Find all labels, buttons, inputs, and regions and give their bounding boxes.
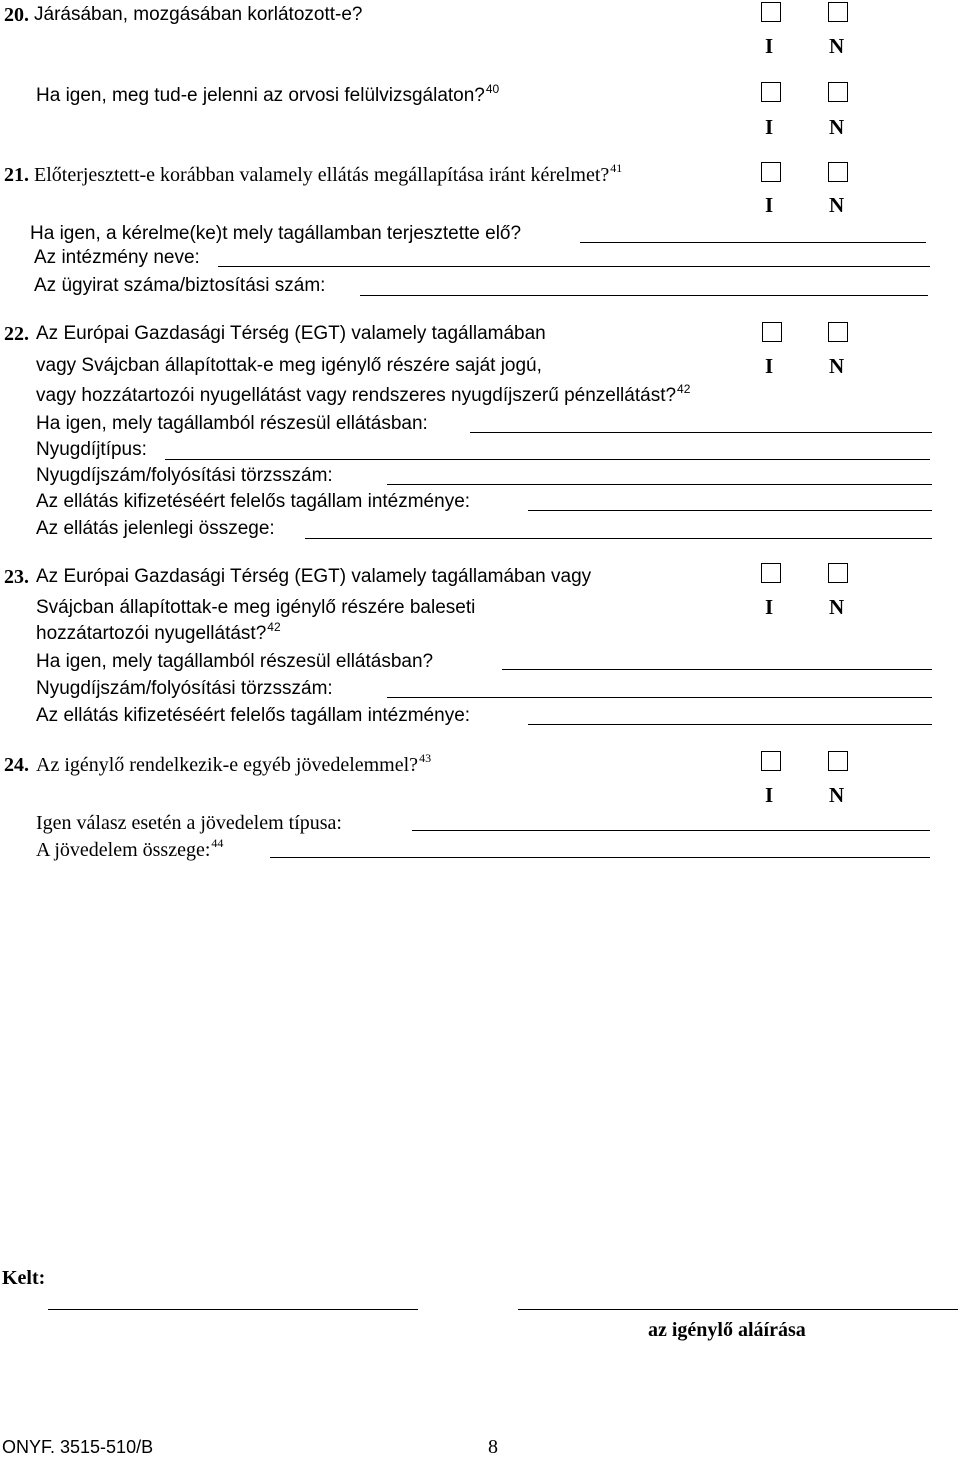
q23-yes-label: I: [765, 595, 774, 619]
q20-yes-label: I: [765, 34, 774, 58]
q20-sub-yes-checkbox[interactable]: [761, 82, 781, 102]
date-place-field[interactable]: [48, 1309, 418, 1310]
q22-institution-field[interactable]: [528, 510, 932, 511]
q23-line-3: hozzátartozói nyugellátást?$^{42}$: [36, 620, 281, 644]
q21-institution-field[interactable]: [218, 266, 930, 267]
footnote-ref-41: 41: [610, 161, 623, 175]
footnote-ref-43: 43: [419, 751, 432, 765]
q22-institution-label: Az ellátás kifizetéséért felelős tagállam intézménye:: [36, 491, 471, 512]
q21-case-number-label: Az ügyirat száma/biztosítási szám:: [34, 275, 326, 296]
q22-line-2: vagy Svájcban állapítottak-e meg igénylő részére saját jogú,: [36, 355, 542, 376]
q21-institution-label: Az intézmény neve:: [34, 247, 200, 268]
q23-pension-number-field[interactable]: [387, 697, 932, 698]
q24-income-type-field[interactable]: [412, 830, 930, 831]
q20-no-label: N: [829, 34, 845, 58]
q21-member-state-label: Ha igen, a kérelme(ke)t mely tagállamban terjesztette elő?: [30, 223, 522, 244]
q24-income-amount-field[interactable]: [270, 857, 930, 858]
q20-yes-checkbox[interactable]: [761, 2, 781, 22]
q23-line-1: Az Európai Gazdasági Térség (EGT) valamely tagállamában vagy: [36, 566, 592, 587]
page-number: 8: [488, 1436, 498, 1458]
q22-number: 22.: [4, 323, 29, 345]
signature-label: az igénylő aláírása: [648, 1319, 806, 1341]
q20-sub-no-checkbox[interactable]: [828, 82, 848, 102]
q21-case-number-field[interactable]: [360, 295, 928, 296]
q23-member-state-field[interactable]: [502, 669, 932, 670]
q21-yes-checkbox[interactable]: [761, 162, 781, 182]
q20-text: Járásában, mozgásában korlátozott-e?: [34, 4, 363, 25]
q20-sub-question: Ha igen, meg tud-e jelenni az orvosi felülvizsgálaton?$^{40}$: [36, 82, 500, 106]
q22-pension-number-field[interactable]: [387, 484, 932, 485]
q22-line-1: Az Európai Gazdasági Térség (EGT) valamely tagállamában: [36, 323, 546, 344]
q20-sub-yes-label: I: [765, 115, 774, 139]
q23-member-state-label: Ha igen, mely tagállamból részesül ellátásban?: [36, 651, 434, 672]
q22-yes-label: I: [765, 354, 774, 378]
q24-income-type-label: Igen válasz esetén a jövedelem típusa:: [36, 812, 342, 834]
form-code: ONYF. 3515-510/B: [2, 1437, 154, 1457]
q21-number: 21.: [4, 164, 29, 186]
q21-no-checkbox[interactable]: [828, 162, 848, 182]
signature-field[interactable]: [518, 1309, 958, 1310]
q21-text: Előterjesztett-e korábban valamely ellátás megállapítása iránt kérelmet?$^{41}$: [34, 161, 623, 186]
footnote-ref-42: 42: [677, 382, 691, 396]
q22-pension-type-field[interactable]: [165, 459, 930, 460]
q22-line-3: vagy hozzátartozói nyugellátást vagy rendszeres nyugdíjszerű pénzellátást?$^{42}$: [36, 382, 691, 406]
q21-yes-label: I: [765, 193, 774, 217]
q23-line-2: Svájcban állapítottak-e meg igénylő részére baleseti: [36, 597, 476, 618]
q24-yes-checkbox[interactable]: [761, 751, 781, 771]
q22-yes-checkbox[interactable]: [762, 322, 782, 342]
kelt-label: Kelt:: [2, 1267, 46, 1289]
q24-income-amount-label: A jövedelem összege:$^{44}$: [36, 836, 224, 861]
q23-institution-label: Az ellátás kifizetéséért felelős tagállam intézménye:: [36, 705, 471, 726]
q22-amount-label: Az ellátás jelenlegi összege:: [36, 518, 275, 539]
footnote-ref-42b: 42: [267, 620, 281, 634]
q22-pension-type-label: Nyugdíjtípus:: [36, 439, 147, 460]
q24-yes-label: I: [765, 783, 774, 807]
q24-no-label: N: [829, 783, 845, 807]
q24-text: Az igénylő rendelkezik-e egyéb jövedelemmel?$^{43}$: [36, 751, 432, 776]
q22-member-state-field[interactable]: [470, 432, 932, 433]
q22-no-checkbox[interactable]: [828, 322, 848, 342]
q20-number: 20.: [4, 4, 29, 26]
q23-no-label: N: [829, 595, 845, 619]
footnote-ref-40: 40: [485, 82, 500, 96]
q24-number: 24.: [4, 754, 29, 776]
q22-pension-number-label: Nyugdíjszám/folyósítási törzsszám:: [36, 465, 333, 486]
q20-no-checkbox[interactable]: [828, 2, 848, 22]
q23-yes-checkbox[interactable]: [761, 563, 781, 583]
q22-no-label: N: [829, 354, 845, 378]
q20-sub-no-label: N: [829, 115, 845, 139]
q24-no-checkbox[interactable]: [828, 751, 848, 771]
q23-pension-number-label: Nyugdíjszám/folyósítási törzsszám:: [36, 678, 333, 699]
q21-no-label: N: [829, 193, 845, 217]
q22-amount-field[interactable]: [305, 538, 932, 539]
q22-member-state-label: Ha igen, mely tagállamból részesül ellátásban:: [36, 413, 428, 434]
footnote-ref-44: 44: [211, 836, 224, 850]
q23-institution-field[interactable]: [528, 724, 932, 725]
q21-member-state-field[interactable]: [580, 242, 926, 243]
q23-number: 23.: [4, 566, 29, 588]
q23-no-checkbox[interactable]: [828, 563, 848, 583]
